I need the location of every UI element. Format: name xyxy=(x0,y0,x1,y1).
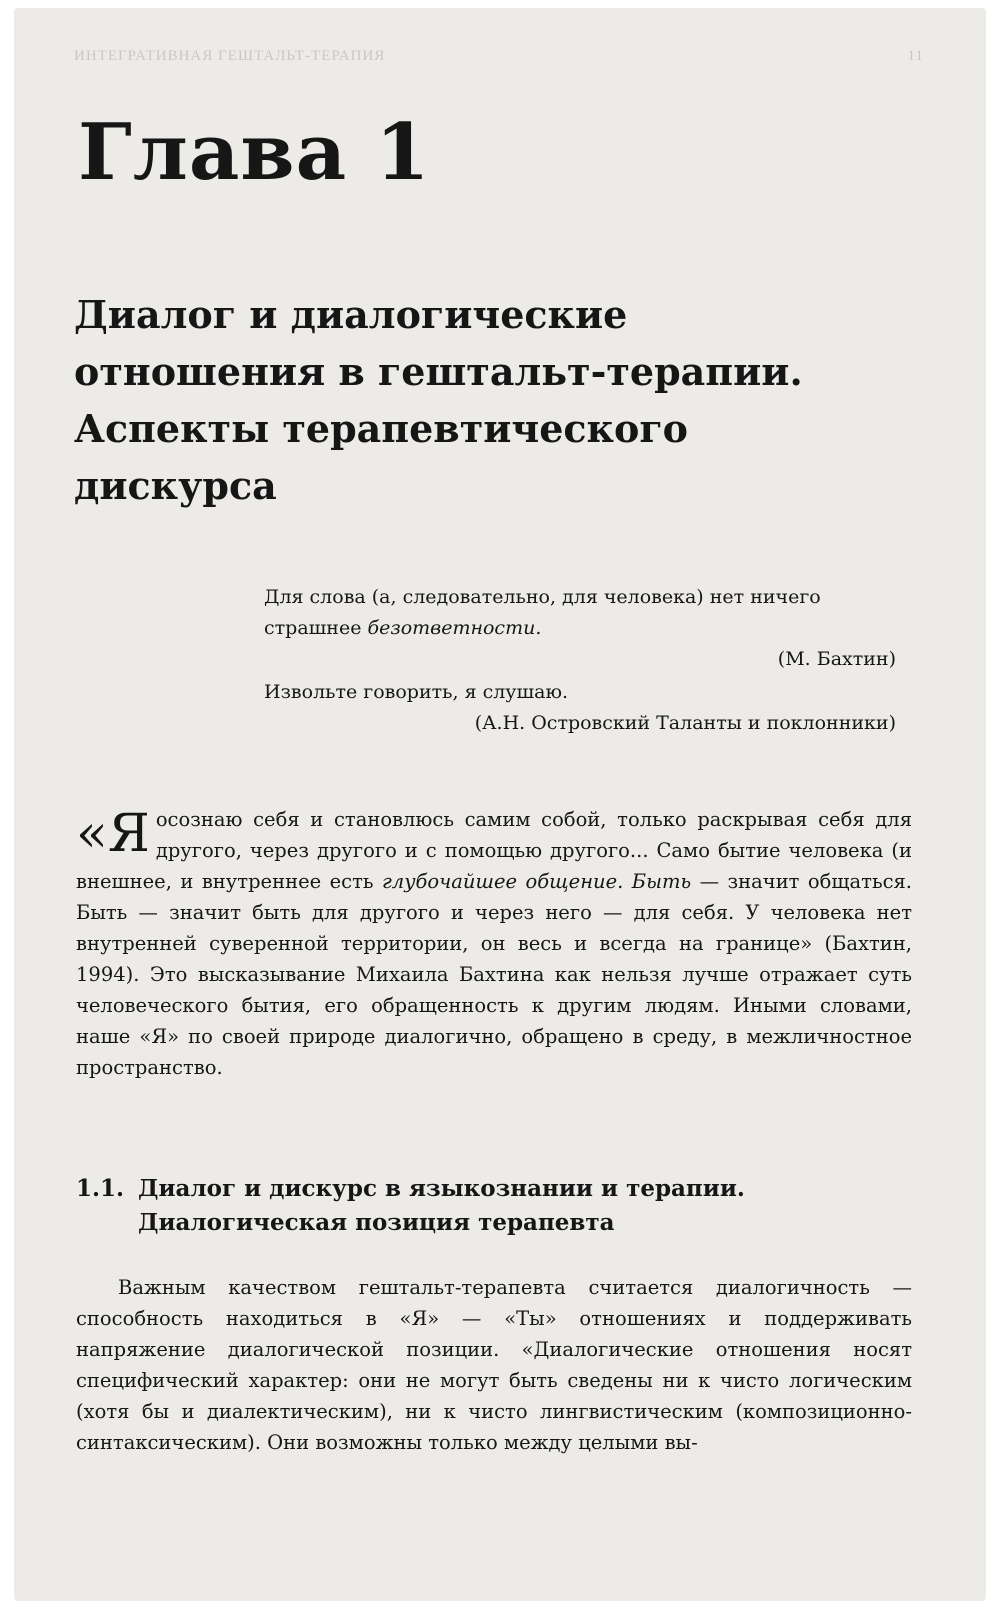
drop-cap: «Я xyxy=(76,804,150,864)
chapter-label: Глава 1 xyxy=(78,107,431,198)
epigraph-quote-2: Извольте говорить, я слушаю. xyxy=(264,681,569,703)
body-paragraph: Важным качеством гештальт-терапевта считается диалогичность — способность находиться в «Я» — «Ты» отношениях и поддерживать напряжение диалогической позиции. «Диалогические отношения носят специфический характер: они не могут быть сведены ни к чисто логическим (хотя бы и диалектическим), ни к чисто лингвистическим (композиционно-синтаксическим). Они возможны только между целыми вы- xyxy=(76,1276,912,1454)
epigraph-quote-1 xyxy=(264,582,896,644)
section-number: 1.1. xyxy=(76,1175,125,1202)
section-title-line-2: Диалогическая позиция терапевта xyxy=(138,1209,615,1236)
chapter-title-line: Диалог и диалогические xyxy=(74,292,628,337)
book-page xyxy=(14,8,986,1601)
chapter-title xyxy=(74,286,914,514)
epigraph-quote-1-text: Для слова (а, следовательно, для человека) нет ничего страшнее xyxy=(264,586,821,639)
page-number: 11 xyxy=(907,48,924,64)
lead-emphasis: глубочайшее общение. Быть xyxy=(381,870,692,893)
epigraph-quote-1-emphasis: безответности. xyxy=(367,617,542,639)
running-head xyxy=(74,48,924,65)
epigraph-source-2: (А.Н. Островский Таланты и поклонники) xyxy=(474,712,896,734)
lead-text-1: осознаю себя и становлюсь самим собой, только раскрывая себя для другого, через другого и с помощью другого... Само бытие человека (и внешнее, и внутреннее есть xyxy=(76,808,912,893)
chapter-title-line: отношения в гештальт-терапии. xyxy=(74,349,803,394)
running-head-title: ИНТЕГРАТИВНАЯ ГЕШТАЛЬТ-ТЕРАПИЯ xyxy=(74,48,386,64)
chapter-title-line: Аспекты терапевтического xyxy=(74,406,688,451)
section-title-line-1: Диалог и дискурс в языкознании и терапии. xyxy=(138,1175,745,1202)
lead-text-2: — значит общаться. Быть — значит быть для другого и через него — для себя. У человека нет внутренней суверенной территории, он весь и всегда на границе» (Бахтин, 1994). Это высказывание Михаила Бахтина как нельзя лучше отражает суть человеческого бытия, его обращенность к другим людям. Иными словами, наше «Я» по своей природе диалогично, обращено в среду, в межличностное пространство. xyxy=(76,870,912,1079)
epigraph-source-1: (М. Бахтин) xyxy=(777,648,896,670)
chapter-title-line: дискурса xyxy=(74,463,277,508)
epigraph xyxy=(264,582,896,739)
section-heading xyxy=(76,1172,916,1240)
lead-paragraph xyxy=(76,804,912,1083)
